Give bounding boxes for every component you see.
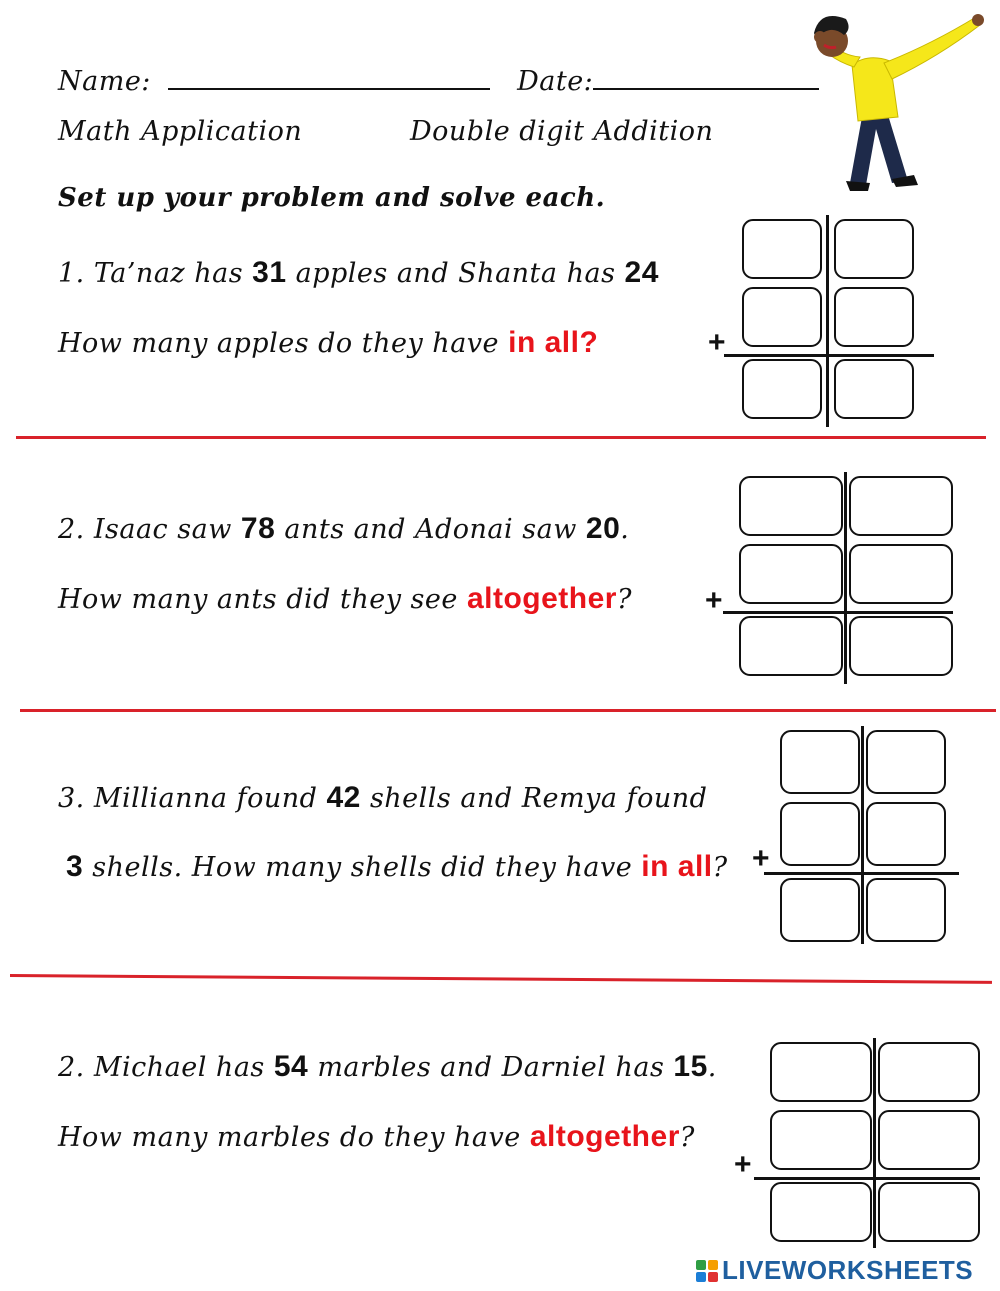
bold-number: 24 <box>624 256 659 289</box>
place-value-divider <box>826 215 829 427</box>
topic-label: Double digit Addition <box>410 116 714 147</box>
problem-text: ? <box>712 852 728 883</box>
answer-box[interactable] <box>742 219 822 279</box>
sum-line <box>764 872 959 875</box>
logo-text: LIVEWORKSHEETS <box>722 1255 974 1285</box>
problem-text: marbles and Darniel has <box>308 1052 674 1083</box>
bold-number: 31 <box>252 256 287 289</box>
section-divider <box>20 709 996 712</box>
answer-box[interactable] <box>739 476 843 536</box>
instructions: Set up your problem and solve each. <box>58 183 606 213</box>
place-value-divider <box>861 726 864 944</box>
liveworksheets-logo-icon <box>696 1260 718 1282</box>
answer-box[interactable] <box>834 219 914 279</box>
problem-text: . <box>620 514 630 545</box>
sum-line <box>723 611 953 614</box>
answer-box[interactable] <box>866 802 946 866</box>
bold-number: 42 <box>326 781 361 814</box>
problem-4-answer-grid <box>768 1038 988 1250</box>
subject-label: Math Application <box>58 116 303 147</box>
answer-box[interactable] <box>866 730 946 794</box>
keyword-highlight: in all? <box>508 326 599 359</box>
plus-sign: + <box>708 326 726 359</box>
answer-box[interactable] <box>866 878 946 942</box>
bold-number: 15 <box>673 1050 708 1083</box>
problem-text: . <box>707 1052 717 1083</box>
bold-number: 78 <box>240 512 276 545</box>
problem-text: 2. Isaac saw <box>58 514 241 545</box>
problem-text: ? <box>616 584 632 615</box>
answer-box[interactable] <box>739 544 843 604</box>
answer-box[interactable] <box>878 1042 980 1102</box>
problem-text: 1. Ta’naz has <box>58 258 253 289</box>
name-field[interactable] <box>168 62 490 90</box>
problem-2-line-1 <box>58 512 629 546</box>
problem-3-line-1 <box>58 781 707 815</box>
answer-box[interactable] <box>742 359 822 419</box>
answer-box[interactable] <box>780 730 860 794</box>
answer-box[interactable] <box>780 802 860 866</box>
answer-box[interactable] <box>770 1110 872 1170</box>
date-label: Date: <box>517 66 594 97</box>
problem-text: How many ants did they see <box>58 584 467 615</box>
answer-box[interactable] <box>742 287 822 347</box>
bold-number: 3 <box>66 850 84 883</box>
problem-1-answer-grid <box>738 215 938 430</box>
answer-box[interactable] <box>834 287 914 347</box>
answer-box[interactable] <box>739 616 843 676</box>
problem-3-line-2 <box>66 850 728 884</box>
sum-line <box>724 354 934 357</box>
plus-sign: + <box>752 842 770 875</box>
answer-box[interactable] <box>834 359 914 419</box>
keyword-highlight: altogether <box>466 582 617 615</box>
keyword-highlight: in all <box>641 850 713 883</box>
liveworksheets-logo <box>696 1255 973 1286</box>
section-divider <box>16 436 986 439</box>
problem-3-answer-grid <box>778 726 963 946</box>
problem-text: How many marbles do they have <box>58 1122 530 1153</box>
problem-text: apples and Shanta has <box>286 258 625 289</box>
answer-box[interactable] <box>770 1182 872 1242</box>
keyword-highlight: altogether <box>529 1120 680 1153</box>
problem-4-line-1 <box>58 1050 717 1084</box>
section-divider <box>10 974 992 984</box>
answer-box[interactable] <box>849 544 953 604</box>
answer-box[interactable] <box>770 1042 872 1102</box>
answer-box[interactable] <box>849 476 953 536</box>
plus-sign: + <box>705 584 723 617</box>
place-value-divider <box>873 1038 876 1248</box>
answer-box[interactable] <box>780 878 860 942</box>
answer-box[interactable] <box>849 616 953 676</box>
bold-number: 20 <box>585 512 621 545</box>
sum-line <box>754 1177 980 1180</box>
bold-number: 54 <box>273 1050 309 1083</box>
plus-sign: + <box>734 1148 752 1181</box>
name-label: Name: <box>58 66 151 97</box>
dabbing-teacher-illustration <box>780 5 985 195</box>
problem-4-line-2 <box>58 1120 695 1154</box>
problem-text: shells and Remya found <box>360 783 708 814</box>
answer-box[interactable] <box>878 1110 980 1170</box>
problem-text: ? <box>679 1122 695 1153</box>
problem-text: How many apples do they have <box>58 328 509 359</box>
problem-1-line-2 <box>58 326 598 360</box>
name-row <box>58 62 819 97</box>
problem-1-line-1 <box>58 256 659 290</box>
problem-text: 2. Michael has <box>58 1052 274 1083</box>
problem-2-answer-grid <box>737 472 957 687</box>
problem-text: ants and Adonai saw <box>275 514 586 545</box>
problem-text: 3. Millianna found <box>58 783 327 814</box>
answer-box[interactable] <box>878 1182 980 1242</box>
place-value-divider <box>844 472 847 684</box>
problem-2-line-2 <box>58 582 632 616</box>
problem-text: shells. How many shells did they have <box>83 852 642 883</box>
